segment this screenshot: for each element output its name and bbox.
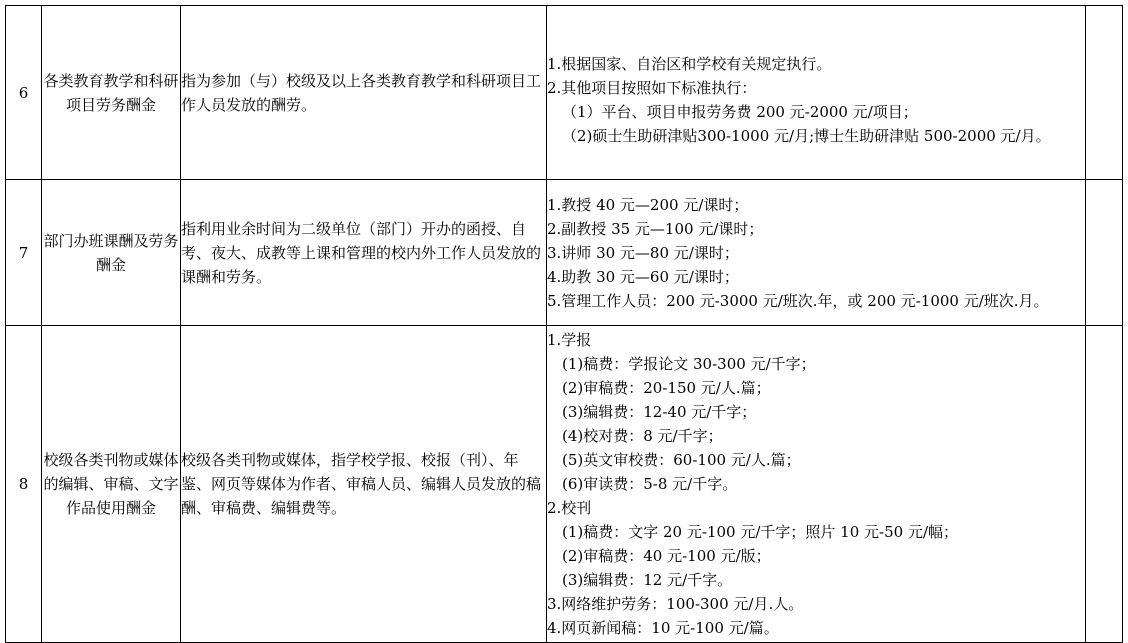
standard-line: 1.教授 40 元—200 元/课时； [547,195,749,214]
standard-line: (1)稿费：学报论文 30-300 元/千字； [562,355,816,373]
standard-line: 3.网络维护劳务：100-300 元/月.人。 [547,595,804,613]
standard-line: （2)硕士生助研津贴300-1000 元/月;博士生助研津贴 500-2000 元/月。 [562,126,1051,145]
fee-standard-cell [547,180,1086,326]
fee-item-name: 校级各类刊物或媒体的编辑、审稿、文字作品使用酬金 [42,326,181,643]
fee-standards-table [5,5,1123,643]
table-row [6,326,1123,643]
table-row [6,6,1123,180]
standard-line: (2)审稿费：40 元-100 元/版； [562,547,771,565]
fee-item-description: 指为参加（与）校级及以上各类教育教学和科研项目工作人员发放的酬劳。 [181,6,547,180]
standard-line: 1.学报 [547,331,592,349]
table-row [6,180,1123,326]
standard-line: (3)编辑费：12-40 元/千字； [562,403,757,421]
standard-line: 4.网页新闻稿：10 元-100 元/篇。 [547,619,779,637]
standard-line: (3)编辑费：12 元/千字。 [562,571,733,589]
row-number: 8 [6,326,42,643]
fee-item-description: 校级各类刊物或媒体，指学校学报、校报（刊）、年鉴、网页等媒体为作者、审稿人员、编辑人员发放的稿酬、审稿费、编辑费等。 [181,326,547,643]
standard-line: (6)审读费：5-8 元/千字。 [562,475,738,493]
standard-line: (1)稿费：文字 20 元-100 元/千字；照片 10 元-50 元/幅； [562,523,958,541]
standard-line: 3.讲师 30 元—80 元/课时； [547,243,739,262]
standard-line: 1.根据国家、自治区和学校有关规定执行。 [547,54,832,73]
standard-line: 2.副教授 35 元—100 元/课时； [547,219,764,238]
fee-standard-cell [547,6,1086,180]
standard-line: （1）平台、项目申报劳务费 200 元-2000 元/项目； [562,102,918,121]
standard-line: (4)校对费：8 元/千字； [562,427,723,445]
standard-line: (5)英文审校费：60-100 元/人.篇； [562,451,801,469]
empty-cell [1086,326,1123,643]
empty-cell [1086,180,1123,326]
standard-line: 4.助教 30 元—60 元/课时； [547,267,739,286]
row-number: 6 [6,6,42,180]
standard-line: (2)审稿费：20-150 元/人.篇； [562,379,771,397]
row-number: 7 [6,180,42,326]
standard-line: 2.其他项目按照如下标准执行： [547,78,757,97]
fee-item-description: 指利用业余时间为二级单位（部门）开办的函授、自考、夜大、成教等上课和管理的校内外工作人员发放的课酬和劳务。 [181,180,547,326]
empty-cell [1086,6,1123,180]
fee-item-name: 各类教育教学和科研项目劳务酬金 [42,6,181,180]
standard-line: 2.校刊 [547,499,592,517]
fee-item-name: 部门办班课酬及劳务酬金 [42,180,181,326]
standard-line: 5.管理工作人员：200 元-3000 元/班次.年，或 200 元-1000 元/班次.月。 [547,291,1049,310]
fee-standard-cell [547,326,1086,643]
